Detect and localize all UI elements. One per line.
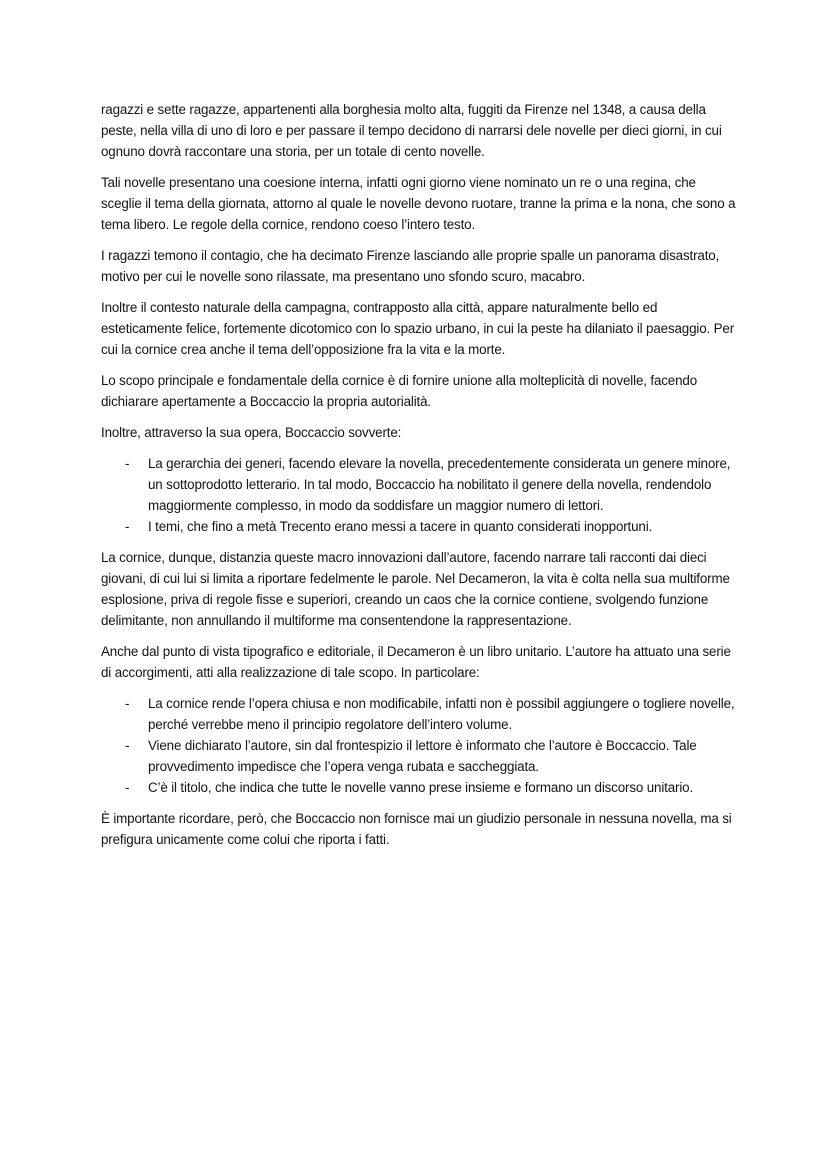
paragraph-contagio: I ragazzi temono il contagio, che ha decimato Firenze lasciando alle proprie spalle un panorama disastrato, motivo per cui le novelle sono rilassate, ma presentano uno sfondo scuro, macabro. (101, 248, 720, 284)
dash-bullet-icon: - (125, 456, 130, 471)
paragraph-scopo-cornice: Lo scopo principale e fondamentale della cornice è di fornire unione alla molteplicità di novelle, facendo dichiarare apertamente a Boccaccio la propria autorialità. (101, 373, 697, 409)
bullet-list-accorgimenti (101, 693, 736, 798)
list-item-text: I temi, che fino a metà Trecento erano messi a tacere in quanto considerati inopportuni. (148, 519, 653, 534)
list-item-text: C’è il titolo, che indica che tutte le novelle vanno prese insieme e formano un discorso unitario. (148, 780, 694, 795)
paragraph-boccaccio-sovverte: Inoltre, attraverso la sua opera, Boccaccio sovverte: (101, 425, 402, 440)
paragraph-libro-unitario: Anche dal punto di vista tipografico e editoriale, il Decameron è un libro unitario. L’autore ha attuato una serie di accorgimenti, atti alla realizzazione di tale scopo. In particolare: (101, 644, 731, 680)
paragraph-contesto-naturale: Inoltre il contesto naturale della campagna, contrapposto alla città, appare naturalmente bello ed esteticamente felice, fortemente dicotomico con lo spazio urbano, in cui la peste ha dilaniato il paesaggio. Per cui la cornice crea anche il tema dell’opposizione fra la vita e la morte. (101, 300, 735, 357)
list-item (101, 516, 736, 537)
paragraph-cornice-distanzia: La cornice, dunque, distanzia queste macro innovazioni dall’autore, facendo narrare tali racconti dai dieci giovani, di cui lui si limita a riportare fedelmente le parole. Nel Decameron, la vita è colta nella sua multiforme esplosione, priva di regole fisse e superiori, creando un caos che la cornice contiene, svolgendo funzione delimitante, non annullando il multiforme ma consentendone la rappresentazione. (101, 550, 730, 628)
list-item (101, 453, 736, 516)
list-item-text: Viene dichiarato l’autore, sin dal frontespizio il lettore è informato che l’autore è Boccaccio. Tale provvedimento impedisce che l’opera venga rubata e saccheggiata. (148, 738, 697, 774)
paragraph-giudizio-personale: È importante ricordare, però, che Boccaccio non fornisce mai un giudizio personale in nessuna novella, ma si prefigura unicamente come colui che riporta i fatti. (101, 811, 732, 847)
list-item (101, 693, 736, 735)
list-item-text: La gerarchia dei generi, facendo elevare la novella, precedentemente considerata un genere minore, un sottoprodotto letterario. In tal modo, Boccaccio ha nobilitato il genere della novella, rendendolo maggiormente complesso, in modo da soddisfare un maggior numero di lettori. (148, 456, 731, 513)
paragraph-coesione-interna: Tali novelle presentano una coesione interna, infatti ogni giorno viene nominato un re o una regina, che sceglie il tema della giornata, attorno al quale le novelle devono ruotare, tranne la prima e la nona, che sono a tema libero. Le regole della cornice, rendono coeso l’intero testo. (101, 175, 736, 232)
dash-bullet-icon: - (125, 780, 130, 795)
dash-bullet-icon: - (125, 519, 130, 534)
bullet-list-sovversioni (101, 453, 736, 537)
list-item (101, 777, 736, 798)
list-item-text: La cornice rende l’opera chiusa e non modificabile, infatti non è possibil aggiungere o togliere novelle, perché verrebbe meno il principio regolatore dell’intero volume. (148, 696, 735, 732)
dash-bullet-icon: - (125, 738, 130, 753)
list-item (101, 735, 736, 777)
document-page (101, 99, 736, 860)
paragraph-brigata-intro: ragazzi e sette ragazze, appartenenti alla borghesia molto alta, fuggiti da Firenze nel 1348, a causa della peste, nella villa di uno di loro e per passare il tempo decidono di narrarsi dele novelle per dieci giorni, in cui ognuno dovrà raccontare una storia, per un totale di cento novelle. (101, 102, 722, 159)
dash-bullet-icon: - (125, 696, 130, 711)
